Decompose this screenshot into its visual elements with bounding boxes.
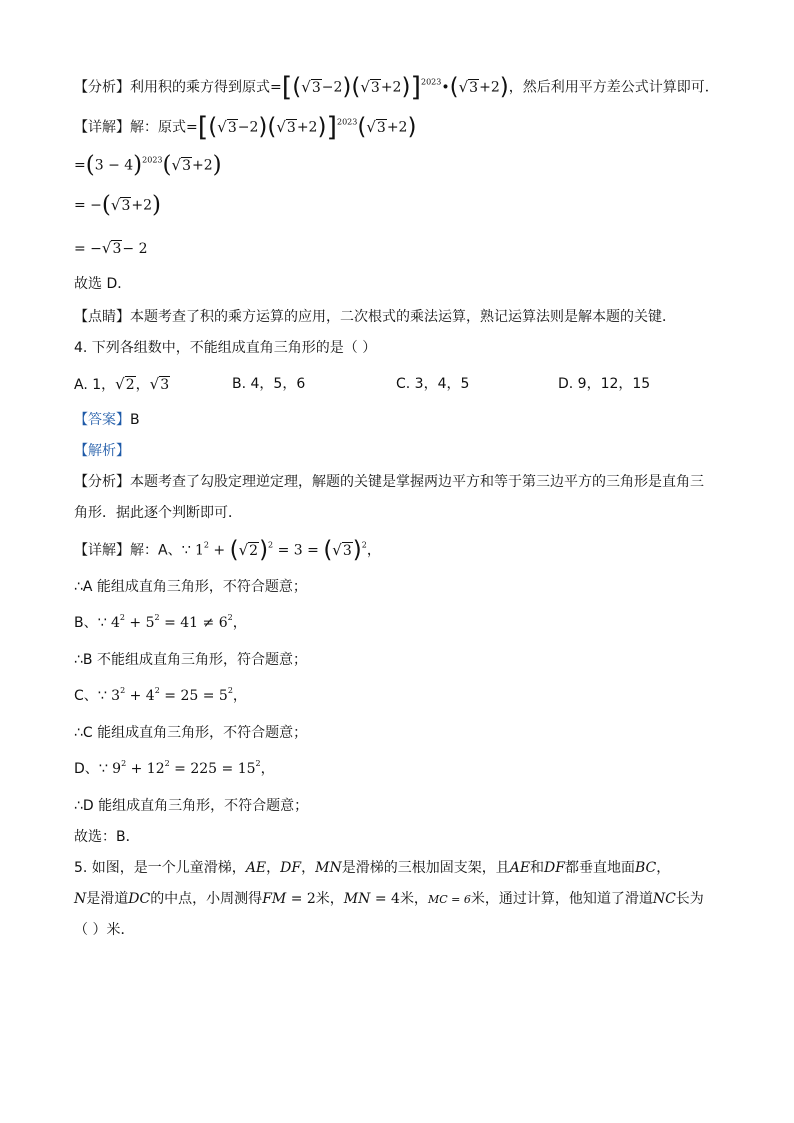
step-line-3: = −√3− 2 [74, 239, 148, 257]
line-b: ∴B 不能组成直角三角形，符合题意； [74, 652, 307, 668]
question-4-stem: 4. 下列各组数中，不能组成直角三角形的是（ ） [74, 340, 377, 356]
analysis-line-2a: 【分析】本题考查了勾股定理逆定理，解题的关键是掌握两边平方和等于第三边平方的三角形是直角三 [74, 474, 704, 490]
equation-c: C、∵ $3^2 + 4^2 = 25 = 5^2$， [74, 685, 247, 704]
solution-tag: 【解析】 [74, 443, 130, 459]
conclusion-1: 故选 D． [74, 276, 132, 292]
step-line-1: $=(3 - 4)^{2023}(√3+2)$ [74, 152, 222, 178]
question-5-line-3: （ ）米． [74, 922, 135, 938]
detail-tag: 【详解】 [74, 119, 130, 136]
line-d: ∴D 能组成直角三角形，不符合题意； [74, 798, 309, 814]
comment-line: 【点睛】本题考查了积的乘方运算的应用，二次根式的乘法运算，熟记运算法则是解本题的关键． [74, 309, 676, 325]
answer-value: B [130, 412, 140, 428]
question-5-line-1: 5. 如图，是一个儿童滑梯，AE，DF，MN是滑梯的三根加固支架，且AE和DF都垂直地面BC， [74, 860, 671, 876]
equation-d: D、∵ $9^2 + 12^2 = 225 = 15^2$， [74, 758, 275, 777]
option-d: D. 9，12，15 [558, 376, 651, 392]
detail-line-1: 【详解】解：原式$=[(√3-2)(√3+2)]^{2023}(√3+2)$ [74, 112, 417, 143]
question-4-options [74, 374, 724, 394]
line-a: ∴A 能组成直角三角形，不符合题意； [74, 579, 307, 595]
option-c: C. 3，4，5 [396, 376, 470, 392]
answer-tag: 【答案】 [74, 412, 130, 428]
sqrt-3: √3 [458, 77, 479, 96]
analysis-line-1: 【分析】利用积的乘方得到原式$=[(√3-2)(√3+2)]^{2023}•(√3+2)$，然后利用平方差公式计算即可． [74, 72, 719, 103]
analysis-tag: 【分析】 [74, 79, 130, 96]
comment-tag: 【点睛】 [74, 309, 130, 325]
detail-line-2: 【详解】解：A、∵ $1^2 + (√2)^2 = 3 = (√3)^2$， [74, 537, 381, 563]
step-line-2: = −(√3+2) [74, 192, 162, 218]
sqrt-3: √3 [301, 77, 321, 96]
sqrt-3: √3 [360, 77, 380, 96]
answer-line [74, 410, 140, 430]
conclusion-2: 故选：B． [74, 829, 140, 845]
equation-b: B、∵ $4^2 + 5^2 = 41 \ne 6^2$， [74, 612, 247, 631]
question-5-line-2: N是滑道DC的中点，小周测得FM = 2米，MN = 4米，MC = 6米，通过计算，他知道了滑道NC长为 [74, 891, 704, 907]
option-b: B. 4，5，6 [232, 376, 306, 392]
line-c: ∴C 能组成直角三角形，不符合题意； [74, 725, 308, 741]
option-a: A. 1，√2，√3 [74, 375, 170, 393]
analysis-line-2b: 角形．据此逐个判断即可． [74, 505, 242, 521]
